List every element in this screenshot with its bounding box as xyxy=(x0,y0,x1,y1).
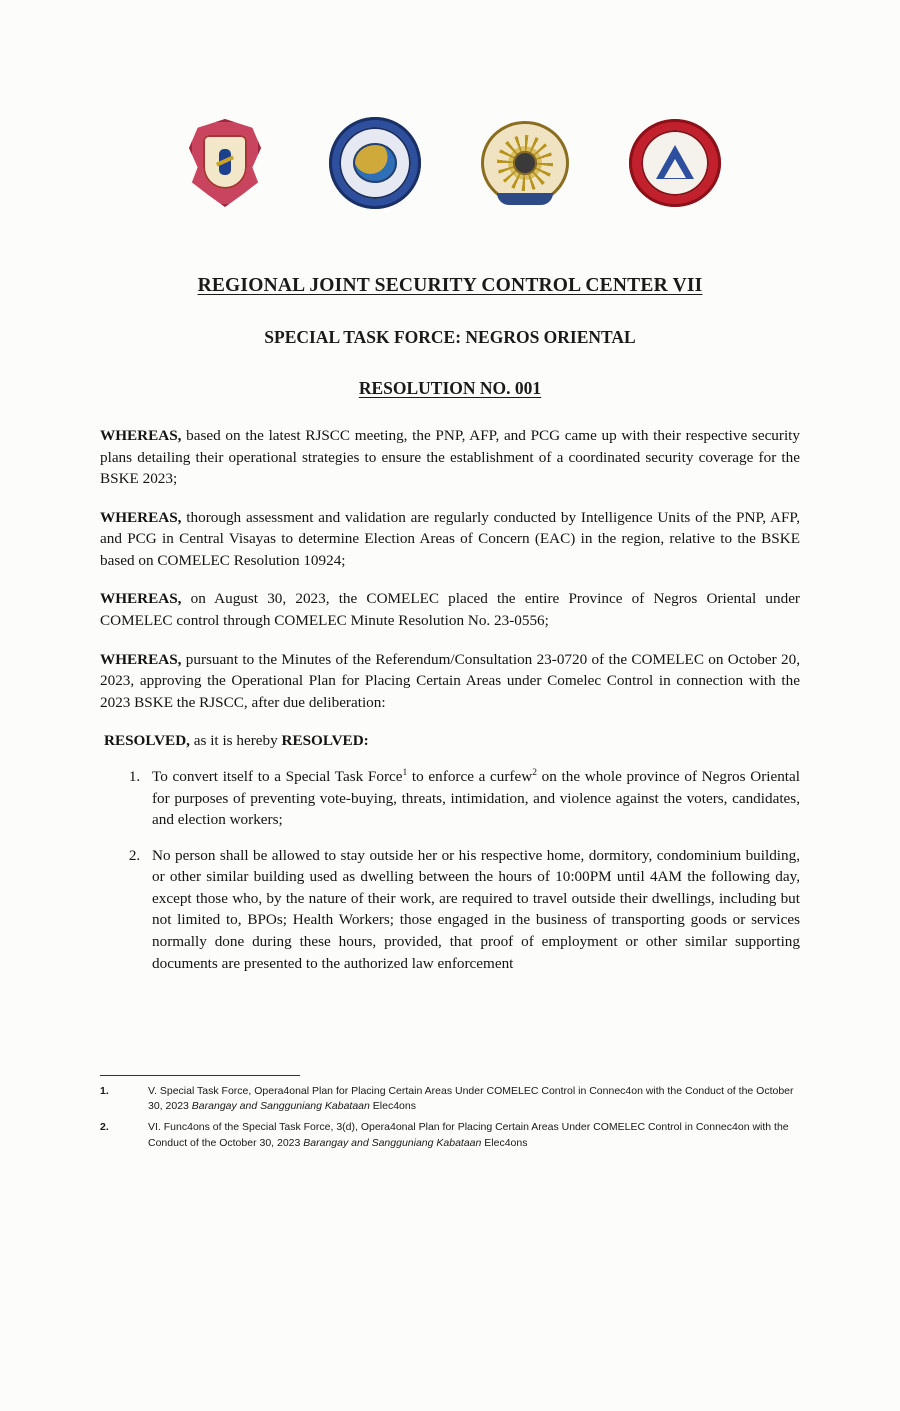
afp-seal-center xyxy=(513,151,537,175)
comelec-seal-globe xyxy=(353,143,397,183)
afp-seal-band xyxy=(497,193,553,205)
whereas-paragraph-1 xyxy=(100,425,800,490)
footnote-1-text-b: Elec4ons xyxy=(369,1100,416,1113)
list-item xyxy=(144,845,800,974)
whereas-lead-2: WHEREAS, xyxy=(100,508,182,526)
whereas-paragraph-3 xyxy=(100,588,800,631)
item-2-text: No person shall be allowed to stay outside her or his respective home, dormitory, condominium building, or other similar building used as dwelling between the hours of 10:00PM until 4AM the following day, except those who, by the nature of their work, are required to travel outside their dwellings, including but not limited to, BPOs; Health Workers; those engaged in the business of transporting goods or services normally done during these hours, provided, that proof of employment or other similar supporting documents are presented to the authorized law enforcement xyxy=(152,846,800,972)
whereas-paragraph-2 xyxy=(100,507,800,572)
resolved-prefix: RESOLVED, xyxy=(104,732,190,750)
pnp-seal-figure xyxy=(219,149,231,175)
resolution-number: RESOLUTION NO. 001 xyxy=(358,378,542,398)
whereas-lead-4: WHEREAS, xyxy=(100,650,182,668)
whereas-text-2: thorough assessment and validation are regularly conducted by Intelligence Units of the PNP, AFP, and PCG in Central Visayas to determine Election Areas of Concern (EAC) in the region, relative to the BSKE based on COMELEC Resolution 10924; xyxy=(100,508,800,569)
resolved-line xyxy=(104,730,800,752)
whereas-text-3: on August 30, 2023, the COMELEC placed the entire Province of Negros Oriental under COMELEC control through COMELEC Minute Resolution No. 23-0556; xyxy=(100,590,800,630)
document-body xyxy=(100,275,800,988)
whereas-paragraph-4 xyxy=(100,649,800,714)
whereas-text-1: based on the latest RJSCC meeting, the PNP, AFP, and PCG came up with their respective security plans detailing their operational strategies to ensure the establishment of a coordinated security coverage for the BSKE 2023; xyxy=(100,427,800,488)
item-1-text-a: To convert itself to a Special Task Force xyxy=(152,767,403,785)
resolved-middle: as it is hereby xyxy=(189,732,282,750)
afp-seal xyxy=(477,115,573,211)
footnote-divider xyxy=(100,1075,300,1076)
resolved-suffix: RESOLVED: xyxy=(281,732,369,750)
footnote-2 xyxy=(100,1120,800,1150)
footnote-1-text-a: V. Special Task Force, Opera4onal Plan for Placing Certain Areas Under COMELEC Control in Connec4on with the Conduct of the October 30, 2023 xyxy=(148,1085,794,1113)
page-title: REGIONAL JOINT SECURITY CONTROL CENTER VII xyxy=(197,275,703,296)
footnote-2-italic: Barangay and Sangguniang Kabataan xyxy=(303,1136,482,1149)
comelec-seal xyxy=(327,115,423,211)
footnote-2-number: 2. xyxy=(100,1121,109,1134)
footnote-2-text-a: VI. Func4ons of the Special Task Force, 3(d), Opera4onal Plan for Placing Certain Areas Under COMELEC Control in Connec4on with the Conduct of the October 30, 2023 xyxy=(148,1121,789,1149)
resolved-items-list xyxy=(100,766,800,974)
whereas-text-4: pursuant to the Minutes of the Referendum/Consultation 23-0720 of the COMELEC on October 20, 2023, approving the Operational Plan for Placing Certain Areas under Comelec Control in connection with the 2023 BSKE the RJSCC, after due deliberation: xyxy=(100,650,800,711)
item-1-footnote-ref-1: 1 xyxy=(402,767,408,778)
agency-seals-row xyxy=(0,108,900,218)
pcg-seal xyxy=(627,115,723,211)
item-1-footnote-ref-2: 2 xyxy=(532,767,537,778)
pcg-seal-inner-triangle xyxy=(664,159,686,178)
pnp-seal xyxy=(177,115,273,211)
page-subtitle: SPECIAL TASK FORCE: NEGROS ORIENTAL xyxy=(264,327,636,347)
footnotes-section xyxy=(100,1075,800,1157)
footnote-1-italic: Barangay and Sangguniang Kabataan xyxy=(191,1100,370,1113)
footnote-2-text-b: Elec4ons xyxy=(481,1136,528,1149)
whereas-lead-3: WHEREAS, xyxy=(100,590,182,608)
footnote-2-text xyxy=(148,1120,800,1150)
whereas-lead-1: WHEREAS, xyxy=(100,427,182,444)
footnote-1-text xyxy=(148,1084,800,1114)
footnote-1 xyxy=(100,1084,800,1114)
list-item xyxy=(144,766,800,831)
item-1-text-c: on the whole province of Negros Oriental for purposes of preventing vote-buying, threats, intimidation, and violence against the voters, candidates, and election workers; xyxy=(152,767,800,829)
footnote-1-number: 1. xyxy=(100,1085,109,1097)
item-1-text-b: to enforce a curfew xyxy=(407,767,533,785)
resolution-text xyxy=(100,425,800,974)
